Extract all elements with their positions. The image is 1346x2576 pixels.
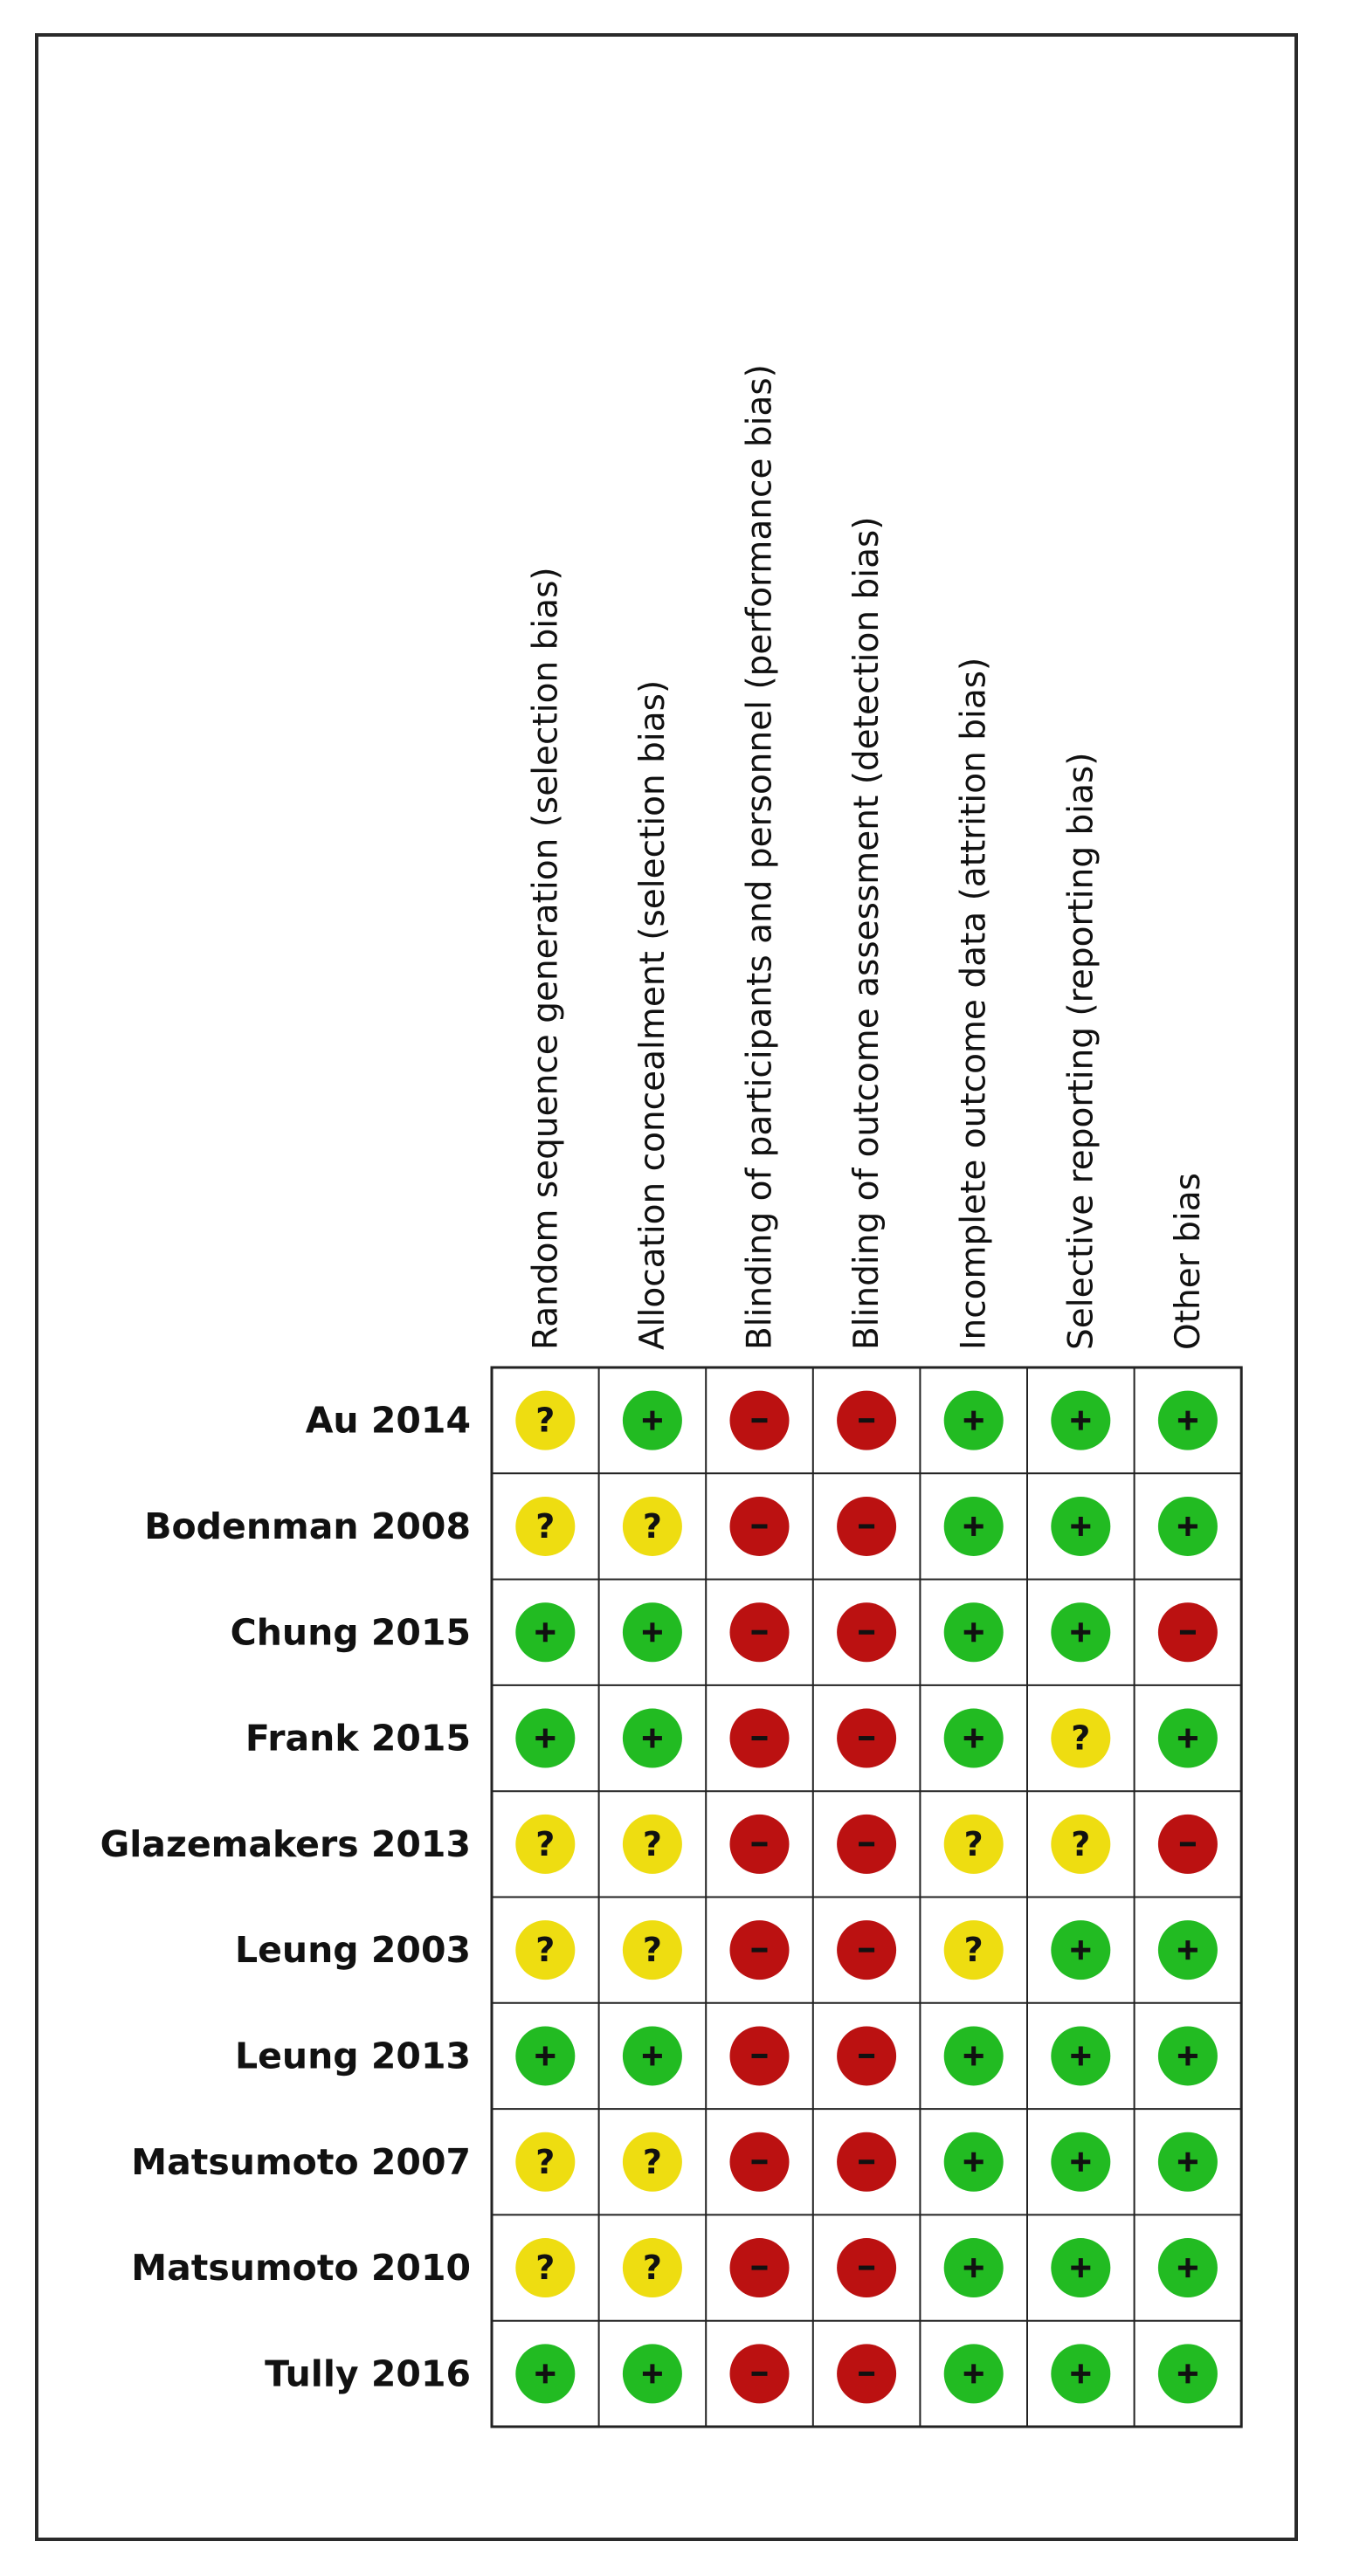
question-icon: ? — [535, 1931, 556, 1970]
plus-icon — [1079, 2152, 1083, 2172]
study-label: Matsumoto 2007 — [131, 2140, 471, 2183]
question-icon: ? — [535, 1824, 556, 1863]
plus-icon — [1079, 1517, 1083, 1536]
study-label: Frank 2015 — [245, 1717, 471, 1760]
plus-icon — [1185, 2152, 1190, 2172]
plus-icon — [543, 2046, 548, 2065]
plus-icon — [971, 2152, 976, 2172]
minus-icon — [752, 1736, 768, 1740]
plus-icon — [971, 2258, 976, 2277]
plus-icon — [650, 1411, 654, 1430]
domain-label: Random sequence generation (selection bias) — [526, 567, 566, 1350]
question-icon: ? — [1071, 1824, 1091, 1863]
plus-icon — [650, 1729, 654, 1748]
plus-icon — [971, 2364, 976, 2383]
plus-icon — [1185, 2258, 1190, 2277]
question-icon: ? — [642, 1824, 662, 1863]
plus-icon — [1079, 2258, 1083, 2277]
minus-icon — [859, 1418, 874, 1422]
question-icon: ? — [535, 2142, 556, 2181]
plus-icon — [1079, 1622, 1083, 1642]
plus-icon — [1079, 2046, 1083, 2065]
minus-icon — [859, 2054, 874, 2058]
study-label: Matsumoto 2010 — [131, 2247, 471, 2290]
minus-icon — [859, 1524, 874, 1528]
domain-label: Blinding of participants and personnel (performance bias) — [740, 364, 780, 1350]
question-icon: ? — [963, 1824, 984, 1863]
plus-icon — [1185, 2046, 1190, 2065]
plus-icon — [543, 2364, 548, 2383]
minus-icon — [1180, 1630, 1196, 1635]
question-icon: ? — [535, 1401, 556, 1440]
domain-label: Selective reporting (reporting bias) — [1061, 752, 1101, 1350]
minus-icon — [752, 1948, 768, 1953]
question-icon: ? — [642, 1506, 662, 1546]
question-icon: ? — [1071, 1718, 1091, 1758]
plus-icon — [971, 1729, 976, 1748]
plus-icon — [1185, 1411, 1190, 1430]
plus-icon — [1079, 1940, 1083, 1960]
minus-icon — [752, 2372, 768, 2376]
plus-icon — [650, 2046, 654, 2065]
minus-icon — [752, 1842, 768, 1846]
plus-icon — [543, 1622, 548, 1642]
minus-icon — [859, 2159, 874, 2164]
plus-icon — [971, 1411, 976, 1430]
plus-icon — [650, 1622, 654, 1642]
minus-icon — [1180, 1842, 1196, 1846]
minus-icon — [752, 2159, 768, 2164]
study-label: Leung 2003 — [234, 1929, 471, 1972]
minus-icon — [752, 1524, 768, 1528]
plus-icon — [543, 1729, 548, 1748]
plus-icon — [1185, 1517, 1190, 1536]
study-label: Chung 2015 — [230, 1611, 471, 1654]
plus-icon — [971, 1517, 976, 1536]
study-label: Leung 2013 — [234, 2035, 471, 2077]
plus-icon — [1185, 1729, 1190, 1748]
plus-icon — [1185, 1940, 1190, 1960]
question-icon: ? — [642, 2249, 662, 2288]
domain-label: Other bias — [1168, 1173, 1208, 1350]
domain-label: Blinding of outcome assessment (detection bias) — [847, 516, 887, 1350]
plus-icon — [650, 2364, 654, 2383]
question-icon: ? — [642, 1931, 662, 1970]
figure-frame — [35, 33, 1298, 2541]
plus-icon — [1079, 1411, 1083, 1430]
minus-icon — [859, 1842, 874, 1846]
domain-label: Incomplete outcome data (attrition bias) — [954, 657, 994, 1350]
question-icon: ? — [535, 2249, 556, 2288]
minus-icon — [859, 1630, 874, 1635]
study-label: Bodenman 2008 — [144, 1505, 471, 1547]
plus-icon — [1185, 2364, 1190, 2383]
minus-icon — [859, 2372, 874, 2376]
domain-label: Allocation concealment (selection bias) — [632, 679, 673, 1350]
question-icon: ? — [963, 1931, 984, 1970]
plus-icon — [971, 2046, 976, 2065]
study-label: Au 2014 — [305, 1399, 471, 1442]
risk-of-bias-chart — [38, 37, 1294, 2538]
study-label: Glazemakers 2013 — [100, 1822, 471, 1865]
minus-icon — [752, 2266, 768, 2270]
minus-icon — [859, 2266, 874, 2270]
plus-icon — [1079, 2364, 1083, 2383]
minus-icon — [752, 2054, 768, 2058]
minus-icon — [859, 1736, 874, 1740]
question-icon: ? — [642, 2142, 662, 2181]
study-label: Tully 2016 — [265, 2352, 471, 2395]
plus-icon — [971, 1622, 976, 1642]
minus-icon — [859, 1948, 874, 1953]
question-icon: ? — [535, 1506, 556, 1546]
minus-icon — [752, 1418, 768, 1422]
minus-icon — [752, 1630, 768, 1635]
